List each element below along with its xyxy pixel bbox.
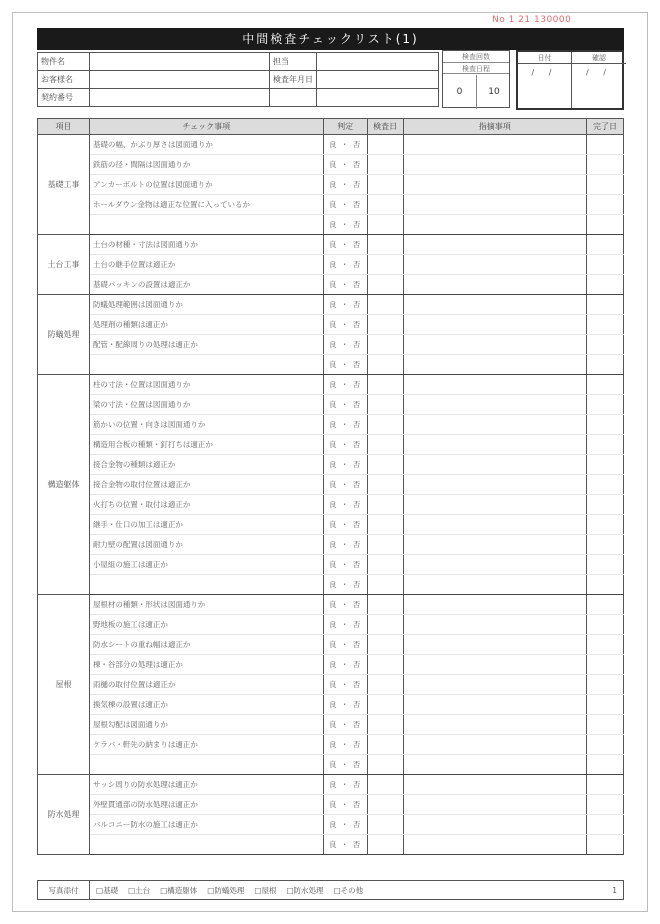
check-item-cell: 雨樋の取付位置は適正か [89,675,323,695]
inspection-date-cell[interactable] [367,655,403,675]
judgment-cell[interactable]: 良 ・ 否 [323,455,367,475]
judgment-cell[interactable]: 良 ・ 否 [323,775,367,795]
check-item-cell: 屋根勾配は図面通りか [89,715,323,735]
table-row [38,375,624,395]
remarks-cell[interactable] [403,215,586,235]
check-item-cell: 外壁貫通部の防水処理は適正か [89,795,323,815]
completion-date-cell[interactable] [586,175,623,195]
category-cell: 構造躯体 [38,375,90,595]
header-category: 項目 [38,119,90,135]
inspection-date-cell[interactable] [367,215,403,235]
remarks-cell[interactable] [403,335,586,355]
sign-col-confirm[interactable] [572,52,626,108]
check-item-cell: 火打ちの位置・取付は適正か [89,495,323,515]
table-row [38,675,624,695]
judgment-cell[interactable]: 良 ・ 否 [323,255,367,275]
photo-option-checkbox[interactable]: □その他 [333,886,364,895]
category-cell: 防蟻処理 [38,295,90,375]
remarks-cell[interactable] [403,735,586,755]
header-remarks: 指摘事項 [403,119,586,135]
judgment-cell[interactable]: 良 ・ 否 [323,695,367,715]
check-item-cell: 梁の寸法・位置は図面通りか [89,395,323,415]
table-row [38,755,624,775]
judgment-cell[interactable]: 良 ・ 否 [323,335,367,355]
table-row [38,355,624,375]
remarks-cell[interactable] [403,495,586,515]
sign-col-confirm-label: 確認 [572,52,626,64]
judgment-cell[interactable]: 良 ・ 否 [323,155,367,175]
inspection-date-cell[interactable] [367,475,403,495]
inspection-date-cell[interactable] [367,835,403,855]
completion-date-cell[interactable] [586,135,623,155]
inspection-date-cell[interactable] [367,635,403,655]
completion-date-cell[interactable] [586,255,623,275]
inspection-count-box [442,50,510,108]
judgment-cell[interactable]: 良 ・ 否 [323,715,367,735]
inspection-date-cell[interactable] [367,515,403,535]
check-item-cell: 小屋組の施工は適正か [89,555,323,575]
judgment-cell[interactable]: 良 ・ 否 [323,535,367,555]
remarks-cell[interactable] [403,415,586,435]
check-item-cell: 接合金物の取付位置は適正か [89,475,323,495]
remarks-cell[interactable] [403,475,586,495]
completion-date-cell[interactable] [586,415,623,435]
info-label-staff: 担当 [270,53,317,71]
judgment-cell[interactable]: 良 ・ 否 [323,495,367,515]
judgment-cell[interactable]: 良 ・ 否 [323,135,367,155]
check-item-cell: 土台の材種・寸法は図面通りか [89,235,323,255]
table-row [38,275,624,295]
table-row [38,175,624,195]
judgment-cell[interactable]: 良 ・ 否 [323,215,367,235]
page-title: 中間検査チェックリスト(1) [37,28,624,50]
header-judgment: 判定 [323,119,367,135]
completion-date-cell[interactable] [586,755,623,775]
judgment-cell[interactable]: 良 ・ 否 [323,835,367,855]
photo-option-checkbox[interactable]: □構造躯体 [160,886,198,895]
table-row [38,155,624,175]
inspection-date-cell[interactable] [367,715,403,735]
remarks-cell[interactable] [403,615,586,635]
judgment-cell[interactable]: 良 ・ 否 [323,295,367,315]
remarks-cell[interactable] [403,275,586,295]
inspection-date-cell[interactable] [367,175,403,195]
judgment-cell[interactable]: 良 ・ 否 [323,355,367,375]
inspection-date-cell[interactable] [367,355,403,375]
completion-date-cell[interactable] [586,155,623,175]
table-row [38,515,624,535]
check-item-cell [89,215,323,235]
sign-col-date-label: 日付 [518,52,571,64]
inspection-date-cell[interactable] [367,535,403,555]
info-spacer [270,89,317,107]
completion-date-cell[interactable] [586,835,623,855]
completion-date-cell[interactable] [586,215,623,235]
completion-date-cell[interactable] [586,795,623,815]
category-cell: 基礎工事 [38,135,90,235]
judgment-cell[interactable]: 良 ・ 否 [323,275,367,295]
check-item-cell: 鉄筋の径・間隔は図面通りか [89,155,323,175]
remarks-cell[interactable] [403,835,586,855]
judgment-cell[interactable]: 良 ・ 否 [323,435,367,455]
photo-option-checkbox[interactable]: □土台 [128,886,151,895]
photo-option-checkbox[interactable]: □基礎 [96,886,119,895]
check-item-cell: 処理剤の種類は適正か [89,315,323,335]
table-row [38,435,624,455]
table-row [38,735,624,755]
inspection-date-cell[interactable] [367,495,403,515]
completion-date-cell[interactable] [586,655,623,675]
completion-date-cell[interactable] [586,495,623,515]
table-row [38,815,624,835]
remarks-cell[interactable] [403,755,586,775]
table-row [38,775,624,795]
remarks-cell[interactable] [403,815,586,835]
remarks-cell[interactable] [403,295,586,315]
inspection-date-cell[interactable] [367,675,403,695]
table-row [38,835,624,855]
table-row [38,475,624,495]
inspection-date-cell[interactable] [367,815,403,835]
inspection-date-cell[interactable] [367,375,403,395]
inspection-date-cell[interactable] [367,795,403,815]
table-row [38,655,624,675]
table-row [38,295,624,315]
completion-date-cell[interactable] [586,235,623,255]
completion-date-cell[interactable] [586,475,623,495]
table-row [38,455,624,475]
inspection-date-cell[interactable] [367,735,403,755]
judgment-cell[interactable]: 良 ・ 否 [323,375,367,395]
completion-date-cell[interactable] [586,435,623,455]
check-item-cell: ホールダウン金物は適正な位置に入っているか [89,195,323,215]
judgment-cell[interactable]: 良 ・ 否 [323,815,367,835]
judgment-cell[interactable]: 良 ・ 否 [323,175,367,195]
check-item-cell: 屋根材の種類・形状は図面通りか [89,595,323,615]
completion-date-cell[interactable] [586,515,623,535]
completion-date-cell[interactable] [586,715,623,735]
inspection-date-cell[interactable] [367,455,403,475]
info-field-inspection-date[interactable] [317,71,439,89]
inspection-date-cell[interactable] [367,195,403,215]
document-number: No 1 21 130000 [492,15,572,25]
table-row [38,195,624,215]
completion-date-cell[interactable] [586,675,623,695]
check-item-cell: 柱の寸法・位置は図面通りか [89,375,323,395]
table-row [38,415,624,435]
table-row [38,555,624,575]
table-row [38,215,624,235]
check-item-cell: 構造用合板の種類・釘打ちは適正か [89,435,323,455]
completion-date-cell[interactable] [586,815,623,835]
check-item-cell: 土台の継手位置は適正か [89,255,323,275]
judgment-cell[interactable]: 良 ・ 否 [323,415,367,435]
table-row [38,135,624,155]
table-row [38,255,624,275]
category-cell: 土台工事 [38,235,90,295]
remarks-cell[interactable] [403,195,586,215]
judgment-cell[interactable]: 良 ・ 否 [323,615,367,635]
completion-date-cell[interactable] [586,615,623,635]
judgment-cell[interactable]: 良 ・ 否 [323,395,367,415]
inspection-date-cell[interactable] [367,135,403,155]
table-row [38,395,624,415]
check-item-cell [89,835,323,855]
judgment-cell[interactable]: 良 ・ 否 [323,575,367,595]
completion-date-cell[interactable] [586,775,623,795]
table-row [38,575,624,595]
photo-option-checkbox[interactable]: □防水処理 [286,886,324,895]
completion-date-cell[interactable] [586,375,623,395]
completion-date-cell[interactable] [586,575,623,595]
inspection-date-cell[interactable] [367,415,403,435]
completion-date-cell[interactable] [586,635,623,655]
inspection-date-cell[interactable] [367,595,403,615]
check-item-cell: 棟・谷部分の処理は適正か [89,655,323,675]
remarks-cell[interactable] [403,375,586,395]
info-label-customer: お客様名 [38,71,90,89]
table-row [38,635,624,655]
completion-date-cell[interactable] [586,555,623,575]
completion-date-cell[interactable] [586,195,623,215]
category-cell: 屋根 [38,595,90,775]
inspection-date-cell[interactable] [367,555,403,575]
completion-date-cell[interactable] [586,695,623,715]
judgment-cell[interactable]: 良 ・ 否 [323,235,367,255]
table-row [38,595,624,615]
inspection-schedule-header: 検査日程 [443,64,509,74]
table-row [38,715,624,735]
remarks-cell[interactable] [403,515,586,535]
check-item-cell: 接合金物の種類は適正か [89,455,323,475]
remarks-cell[interactable] [403,535,586,555]
remarks-cell[interactable] [403,395,586,415]
inspection-date-cell[interactable] [367,295,403,315]
judgment-cell[interactable]: 良 ・ 否 [323,595,367,615]
check-item-cell: 配管・配線周りの処理は適正か [89,335,323,355]
judgment-cell[interactable]: 良 ・ 否 [323,655,367,675]
remarks-cell[interactable] [403,695,586,715]
remarks-cell[interactable] [403,135,586,155]
inspection-count-header: 検査回数 [443,51,509,63]
remarks-cell[interactable] [403,715,586,735]
check-item-cell: 筋かいの位置・向きは図面通りか [89,415,323,435]
info-field-staff[interactable] [317,53,439,71]
inspection-count-b[interactable]: 10 [488,87,500,97]
judgment-cell[interactable]: 良 ・ 否 [323,195,367,215]
info-label-contract: 契約番号 [38,89,90,107]
inspection-date-cell[interactable] [367,575,403,595]
inspection-date-cell[interactable] [367,255,403,275]
table-row [38,235,624,255]
remarks-cell[interactable] [403,675,586,695]
sign-col-confirm-value: / / [586,68,612,77]
check-item-cell: 耐力壁の配置は図面通りか [89,535,323,555]
completion-date-cell[interactable] [586,355,623,375]
judgment-cell[interactable]: 良 ・ 否 [323,795,367,815]
photo-attachment-row [37,880,624,900]
completion-date-cell[interactable] [586,395,623,415]
remarks-cell[interactable] [403,575,586,595]
category-cell: 防水処理 [38,775,90,855]
table-row [38,335,624,355]
inspection-date-cell[interactable] [367,395,403,415]
remarks-cell[interactable] [403,555,586,575]
info-table [37,52,439,107]
inspection-date-cell[interactable] [367,775,403,795]
completion-date-cell[interactable] [586,315,623,335]
table-row [38,695,624,715]
judgment-cell[interactable]: 良 ・ 否 [323,675,367,695]
remarks-cell[interactable] [403,315,586,335]
inspection-date-cell[interactable] [367,615,403,635]
table-row [38,535,624,555]
remarks-cell[interactable] [403,235,586,255]
header-check-item: チェック事項 [89,119,323,135]
remarks-cell[interactable] [403,255,586,275]
check-item-cell: ケラバ・軒先の納まりは適正か [89,735,323,755]
completion-date-cell[interactable] [586,275,623,295]
completion-date-cell[interactable] [586,735,623,755]
judgment-cell[interactable]: 良 ・ 否 [323,735,367,755]
photo-option-checkbox[interactable]: □防蟻処理 [207,886,245,895]
checklist-table [37,118,624,855]
judgment-cell[interactable]: 良 ・ 否 [323,515,367,535]
inspection-date-cell[interactable] [367,435,403,455]
check-item-cell: 野地板の施工は適正か [89,615,323,635]
check-item-cell: アンカーボルトの位置は図面通りか [89,175,323,195]
remarks-cell[interactable] [403,155,586,175]
info-label-inspection-date: 検査年月日 [270,71,317,89]
sign-col-date[interactable] [518,52,572,108]
remarks-cell[interactable] [403,435,586,455]
judgment-cell[interactable]: 良 ・ 否 [323,315,367,335]
check-item-cell: 基礎の幅、かぶり厚さは図面通りか [89,135,323,155]
table-row [38,495,624,515]
inspection-date-cell[interactable] [367,695,403,715]
info-field-blank[interactable] [317,89,439,107]
check-item-cell: 基礎パッキンの設置は適正か [89,275,323,295]
inspection-date-cell[interactable] [367,155,403,175]
info-field-property[interactable] [90,53,270,71]
table-row [38,615,624,635]
check-item-cell [89,575,323,595]
header-inspection-date: 検査日 [367,119,403,135]
completion-date-cell[interactable] [586,535,623,555]
inspection-count-a[interactable]: 0 [443,75,477,109]
page-number: 1 [612,886,617,895]
check-item-cell: バルコニー防水の施工は適正か [89,815,323,835]
check-item-cell [89,355,323,375]
sign-col-date-value: / / [531,68,558,77]
inspection-date-cell[interactable] [367,755,403,775]
remarks-cell[interactable] [403,795,586,815]
check-item-cell: 換気棟の設置は適正か [89,695,323,715]
info-field-customer[interactable] [90,71,270,89]
check-item-cell: サッシ周りの防水処理は適正か [89,775,323,795]
check-item-cell: 防水シートの重ね幅は適正か [89,635,323,655]
completion-date-cell[interactable] [586,295,623,315]
remarks-cell[interactable] [403,455,586,475]
table-row [38,315,624,335]
check-item-cell: 継手・仕口の加工は適正か [89,515,323,535]
check-item-cell: 防蟻処理範囲は図面通りか [89,295,323,315]
judgment-cell[interactable]: 良 ・ 否 [323,555,367,575]
remarks-cell[interactable] [403,655,586,675]
completion-date-cell[interactable] [586,335,623,355]
inspection-date-cell[interactable] [367,235,403,255]
remarks-cell[interactable] [403,355,586,375]
photo-label: 写真添付 [38,881,90,899]
header-completion-date: 完了日 [586,119,623,135]
judgment-cell[interactable]: 良 ・ 否 [323,755,367,775]
inspection-date-cell[interactable] [367,275,403,295]
remarks-cell[interactable] [403,175,586,195]
inspection-date-cell[interactable] [367,315,403,335]
remarks-cell[interactable] [403,635,586,655]
remarks-cell[interactable] [403,595,586,615]
judgment-cell[interactable]: 良 ・ 否 [323,475,367,495]
photo-option-checkbox[interactable]: □屋根 [254,886,277,895]
signature-box [516,50,624,110]
check-item-cell [89,755,323,775]
inspection-date-cell[interactable] [367,335,403,355]
checklist-body [38,135,624,855]
judgment-cell[interactable]: 良 ・ 否 [323,635,367,655]
info-field-contract[interactable] [90,89,270,107]
photo-options [96,881,373,899]
completion-date-cell[interactable] [586,595,623,615]
info-label-property: 物件名 [38,53,90,71]
table-row [38,795,624,815]
completion-date-cell[interactable] [586,455,623,475]
remarks-cell[interactable] [403,775,586,795]
